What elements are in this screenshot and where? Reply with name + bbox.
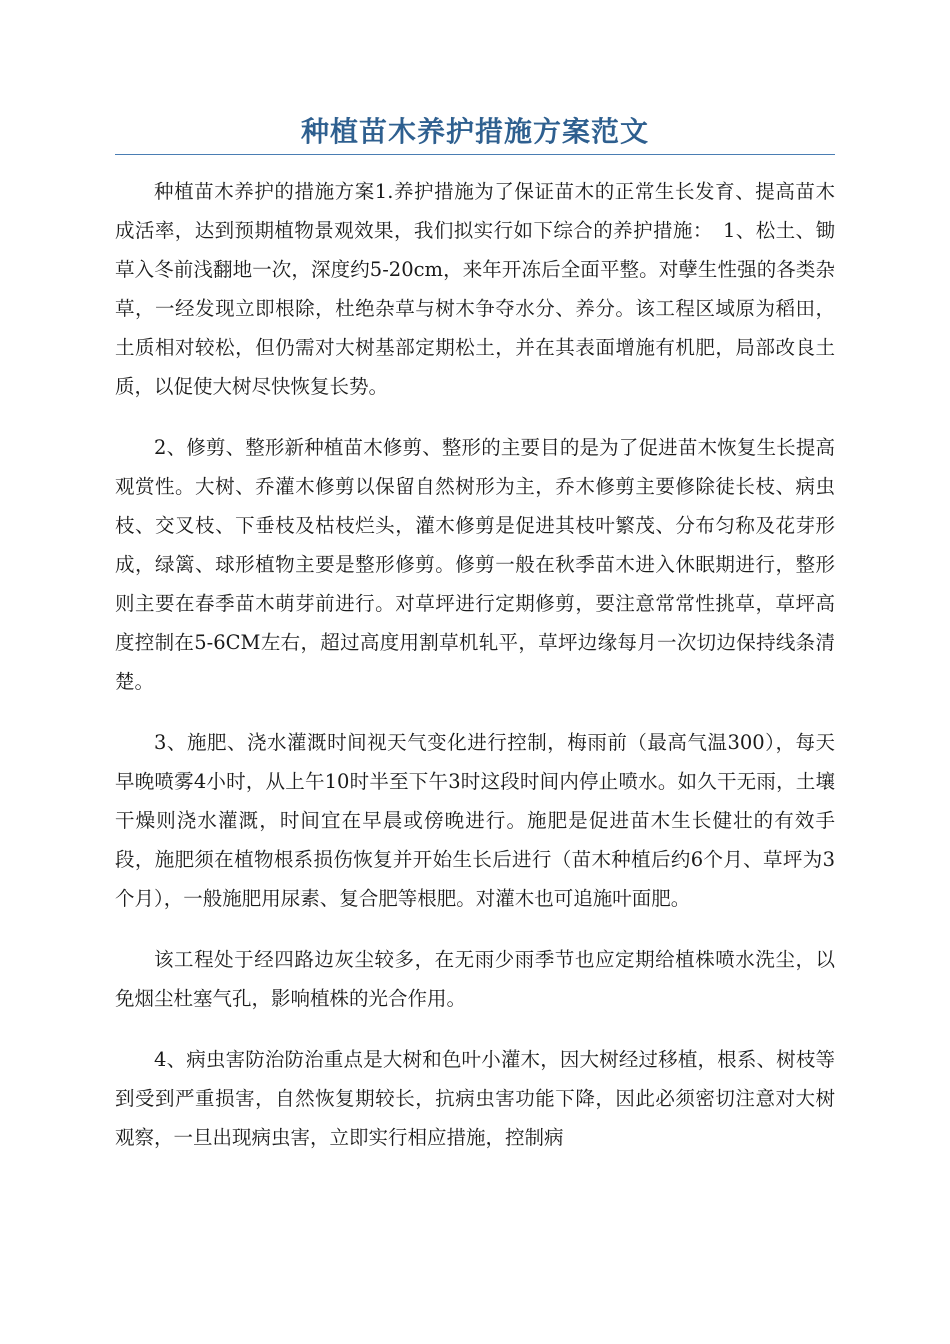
document-title: 种植苗木养护措施方案范文	[300, 115, 649, 148]
paragraph-1: 种植苗木养护的措施方案1.养护措施为了保证苗木的正常生长发育、提高苗木成活率，达到预期植物景观效果，我们拟实行如下综合的养护措施： 1、松土、锄草入冬前浅翻地一次，深度约5-20cm，来年开冻后全面平整。对孽生性强的各类杂草，一经发现立即根除，杜绝杂草与树木争夺水分、养分。该工程区域原为稻田，土质相对较松，但仍需对大树基部定期松土，并在其表面增施有机肥，局部改良土质，以促使大树尽快恢复长势。	[115, 180, 835, 398]
paragraph-5: 4、病虫害防治防治重点是大树和色叶小灌木，因大树经过移植，根系、树枝等到受到严重损害，自然恢复期较长，抗病虫害功能下降，因此必须密切注意对大树观察，一旦出现病虫害，立即实行相应措施，控制病	[115, 1048, 835, 1149]
paragraph-2: 2、修剪、整形新种植苗木修剪、整形的主要目的是为了促进苗木恢复生长提高观赏性。大树、乔灌木修剪以保留自然树形为主，乔木修剪主要修除徒长枝、病虫枝、交叉枝、下垂枝及枯枝烂头，灌木修剪是促进其枝叶繁茂、分布匀称及花芽形成，绿篱、球形植物主要是整形修剪。修剪一般在秋季苗木进入休眠期进行，整形则主要在春季苗木萌芽前进行。对草坪进行定期修剪，要注意常常性挑草，草坪高度控制在5-6CM左右，超过高度用割草机轧平，草坪边缘每月一次切边保持线条清楚。	[115, 436, 835, 693]
title-underline	[115, 154, 835, 155]
paragraph-3: 3、施肥、浇水灌溉时间视天气变化进行控制，梅雨前（最高气温300），每天早晚喷雾4小时，从上午10时半至下午3时这段时间内停止喷水。如久干无雨，土壤干燥则浇水灌溉，时间宜在早晨或傍晚进行。施肥是促进苗木生长健壮的有效手段，施肥须在植物根系损伤恢复并开始生长后进行（苗木种植后约6个月、草坪为3个月），一般施肥用尿素、复合肥等根肥。对灌木也可追施叶面肥。	[115, 731, 835, 910]
document-body	[115, 172, 835, 1179]
paragraph-4: 该工程处于经四路边灰尘较多，在无雨少雨季节也应定期给植株喷水洗尘，以免烟尘杜塞气孔，影响植株的光合作用。	[115, 948, 835, 1010]
